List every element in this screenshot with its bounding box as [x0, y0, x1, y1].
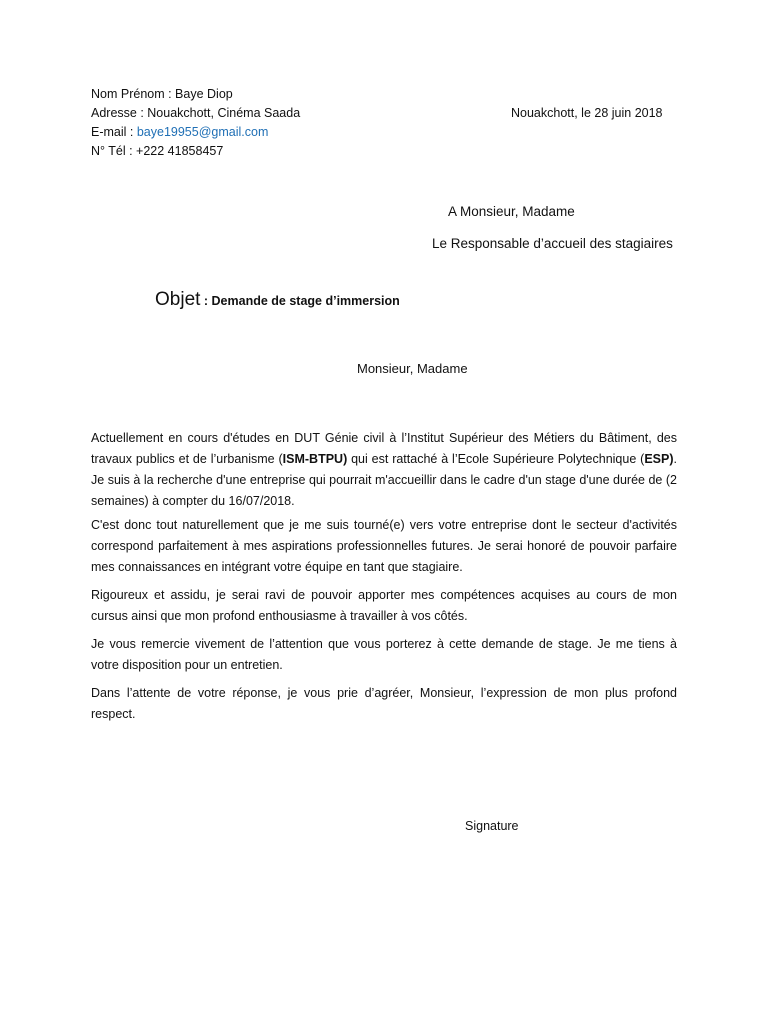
subject-label: Objet	[155, 289, 201, 310]
paragraph-1-bold-ism: ISM-BTPU)	[282, 452, 348, 466]
sender-phone: N° Tél : +222 41858457	[91, 144, 224, 158]
place-date: Nouakchott, le 28 juin 2018	[511, 106, 663, 120]
paragraph-1-bold-esp: ESP)	[644, 452, 674, 466]
subject-text: : Demande de stage d’immersion	[200, 294, 400, 308]
sender-name: Nom Prénom : Baye Diop	[91, 87, 233, 101]
paragraph-2: C'est donc tout naturellement que je me suis tourné(e) vers votre entreprise dont le secteur d'activités correspond parfaitement à mes aspirations professionnelles futures. Je serai honoré de pouvoir parfaire mes connaissances en intégrant votre équipe en tant que stagiaire.	[91, 518, 677, 574]
email-label: E-mail :	[91, 125, 137, 139]
salutation: Monsieur, Madame	[357, 361, 468, 376]
paragraph-3: Rigoureux et assidu, je serai ravi de pouvoir apporter mes compétences acquises au cours de mon cursus ainsi que mon profond enthousiasme à travailler à vos côtés.	[91, 588, 677, 623]
subject-line	[155, 289, 400, 311]
recipient-line-2: Le Responsable d’accueil des stagiaires	[432, 236, 673, 251]
paragraph-1	[91, 428, 677, 512]
sender-email	[91, 123, 268, 142]
email-link[interactable]: baye19955@gmail.com	[136, 125, 269, 139]
signature-label: Signature	[465, 819, 519, 833]
paragraph-4: Je vous remercie vivement de l’attention que vous porterez à cette demande de stage. Je me tiens à votre disposition pour un entretien.	[91, 637, 677, 672]
sender-address: Adresse : Nouakchott, Cinéma Saada	[91, 106, 301, 120]
paragraph-5: Dans l’attente de votre réponse, je vous prie d’agréer, Monsieur, l’expression de mon plus profond respect.	[91, 686, 677, 721]
recipient-line-1: A Monsieur, Madame	[448, 204, 575, 219]
paragraph-1-text-c: qui est rattaché à l’Ecole Supérieure Polytechnique (	[347, 452, 645, 466]
paragraph-1-text-a: Actuellement en cours d'études en DUT Génie civil à l’Institut Supérieur des Métiers du Bâtiment, des travaux publics et de l’urbanisme (	[91, 431, 677, 466]
paragraph-1-text-e: . Je suis à la recherche d'une entreprise qui pourrait m'accueillir dans le cadre d'un stage d'une durée de (2 semaines) à compter du 16/07/2018.	[91, 452, 677, 508]
